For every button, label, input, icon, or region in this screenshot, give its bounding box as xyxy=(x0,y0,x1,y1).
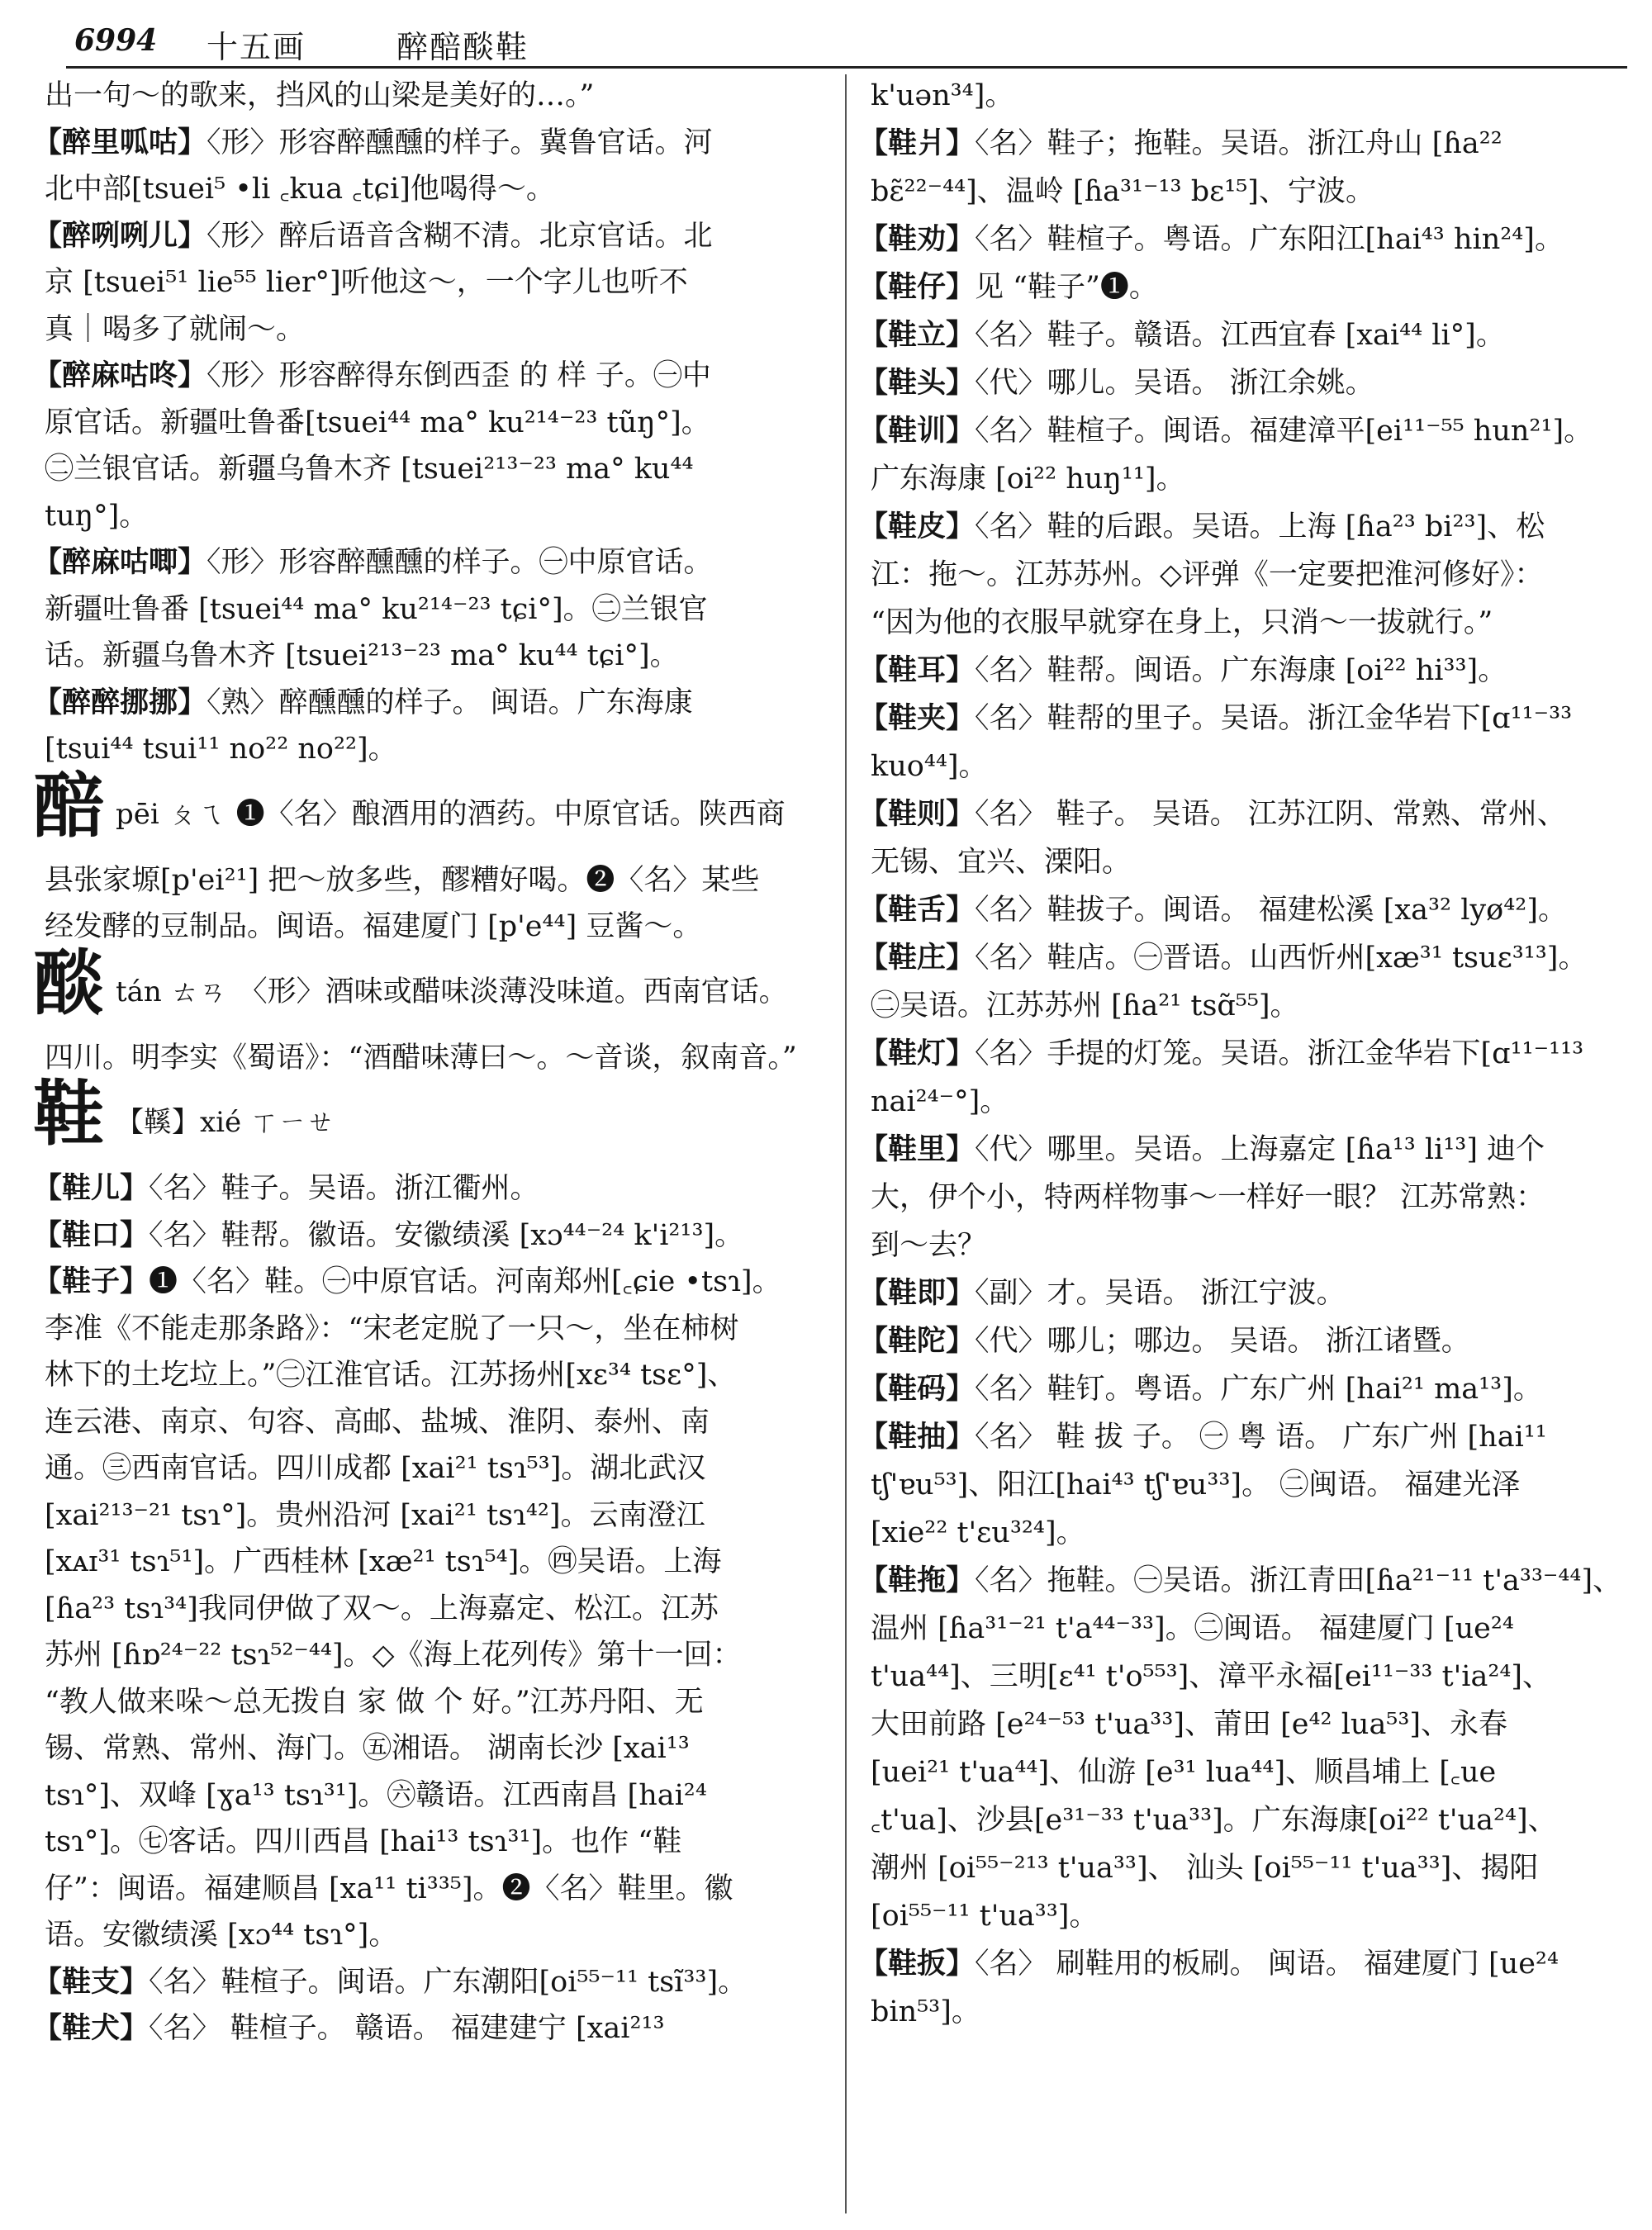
entry-text: 〈名〉鞋子。吴语。浙江衢州。 xyxy=(149,1172,539,1205)
entry-text: 〈名〉鞋楦子。闽语。广东潮阳[oi⁵⁵⁻¹¹ tsĩ³³]。 xyxy=(149,1965,748,1999)
column-divider xyxy=(845,74,847,2213)
entry-headword: 【鞋即】 xyxy=(859,1276,976,1310)
entry-headword: 【鞋陀】 xyxy=(859,1324,976,1358)
entry-text: bin⁵³]。 xyxy=(871,1995,980,2028)
continuation-line xyxy=(871,1799,1557,1842)
entry-text: t'ua⁴⁴]、三明[ɛ⁴¹ t'o⁵⁵³]、漳平永福[ei¹¹⁻³³ t'ia²⁴]、 xyxy=(871,1660,1552,1693)
entry-text: nai²⁴⁻°]。 xyxy=(871,1085,1009,1118)
entry-text: tsɿ°]、双峰 [ɣa¹³ tsɿ³¹]。㊅赣语。江西南昌 [hai²⁴ xyxy=(45,1778,707,1812)
entry-headword: 【醉里呱咕】 xyxy=(33,125,207,159)
entry-line xyxy=(859,410,1593,453)
entry-headword: 【鞋儿】 xyxy=(33,1171,150,1205)
continuation-line xyxy=(871,1176,1545,1219)
entry-line xyxy=(859,266,1158,309)
entry-line xyxy=(859,1128,1545,1171)
headword-definition: ❶〈名〉酿酒用的酒药。中原官话。陕西商 xyxy=(235,797,786,831)
continuation-line xyxy=(45,401,710,444)
continuation-line xyxy=(871,1895,1098,1938)
entry-text: 〈形〉形容醉醺醺的样子。冀鲁官话。河 xyxy=(206,126,713,159)
continuation-line xyxy=(871,1751,1496,1794)
entry-text: 江：拖～。江苏苏州。◇评弹《一定要把淮河修好》： xyxy=(871,558,1544,591)
entry-text: 〈名〉鞋帮。闽语。广东海康 [oi²² hi³³]。 xyxy=(975,654,1507,687)
entry-headword: 【鞋犬】 xyxy=(33,2011,150,2045)
continuation-line xyxy=(45,495,148,538)
entry-line xyxy=(859,937,1587,980)
entry-line xyxy=(33,541,713,584)
header-divider xyxy=(66,66,1627,69)
entry-line xyxy=(859,1943,1559,1986)
continuation-line xyxy=(45,1447,705,1490)
continuation-line xyxy=(871,1990,980,2033)
entry-line xyxy=(859,697,1572,740)
entry-text: 京 [tsuei⁵¹ lie⁵⁵ lier°]听他这～，一个字儿也听不 xyxy=(45,266,688,299)
headword-pronunciation: tán ㄊㄢ xyxy=(116,975,227,1008)
entry-text: 〈名〉鞋楦子。粤语。广东阳江[hai⁴³ hin²⁴]。 xyxy=(975,223,1564,256)
entry-line xyxy=(859,314,1505,357)
entry-text: 〈名〉拖鞋。㊀吴语。浙江青田[ɦa²¹⁻¹¹ t'a³³⁻⁴⁴]、 xyxy=(975,1564,1622,1597)
entry-line xyxy=(33,1260,781,1303)
entry-line xyxy=(33,1961,747,2004)
entry-text: 〈形〉醉后语音含糊不清。北京官话。北 xyxy=(206,219,713,253)
entry-headword: 【鞋训】 xyxy=(859,414,976,448)
entry-text: 大，伊个小，特两样物事～一样好一眼？ 江苏常熟： xyxy=(871,1181,1545,1214)
entry-text: 出一句～的歌来，挡风的山梁是美好的…。” xyxy=(45,79,595,112)
entry-text: 话。新疆乌鲁木齐 [tsuei²¹³⁻²³ ma° ku⁴⁴ tɕi°]。 xyxy=(45,639,679,672)
entry-text: [tsui⁴⁴ tsui¹¹ no²² no²²]。 xyxy=(45,733,397,766)
entry-text: 李准《不能走那条路》：“宋老定脱了一只～，坐在柿树 xyxy=(45,1312,739,1345)
entry-headword: 【鞋头】 xyxy=(859,366,976,400)
entry-headword: 【鞋皮】 xyxy=(859,510,976,543)
entry-line xyxy=(859,218,1564,261)
continuation-line xyxy=(45,308,305,351)
continuation-line xyxy=(45,1914,397,1957)
continuation-line xyxy=(871,1655,1551,1698)
entry-text: 〈名〉鞋的后跟。吴语。上海 [ɦa²³ bi²³]、松 xyxy=(975,510,1545,543)
entry-text: k'uən³⁴]。 xyxy=(871,79,1014,112)
continuation-line xyxy=(871,74,1014,117)
entry-line xyxy=(859,649,1507,692)
entry-text: 到～去？ xyxy=(871,1229,987,1262)
entry-text: 仔”：闽语。福建顺昌 [xa¹¹ ti³³⁵]。❷〈名〉鞋里。徽 xyxy=(45,1872,733,1905)
entry-text: 〈代〉哪里。吴语。上海嘉定 [ɦa¹³ li¹³] 迪个 xyxy=(975,1133,1545,1166)
continuation-line xyxy=(871,1464,1520,1506)
entry-headword: 【醉咧咧儿】 xyxy=(33,218,207,253)
entry-text: [uei²¹ t'ua⁴⁴]、仙游 [e³¹ lua⁴⁴]、顺昌埔上 [꜀ue xyxy=(871,1756,1497,1789)
headword-pronunciation: 【鞵】xié ㄒㄧㄝ xyxy=(116,1106,335,1139)
headword-char: 醅 xyxy=(33,763,104,847)
entry-text: ㊁吴语。江苏苏州 [ɦa²¹ tsɑ̃⁵⁵]。 xyxy=(871,989,1299,1022)
continuation-line xyxy=(45,1401,710,1444)
entry-text: 〈形〉形容醉得东倒西歪 的 样 子。㊀中 xyxy=(206,359,711,392)
continuation-line xyxy=(45,261,688,304)
entry-text: 苏州 [ɦɒ²⁴⁻²² tsɿ⁵²⁻⁴⁴]。◇《海上花列传》第十一回： xyxy=(45,1639,742,1672)
entry-line xyxy=(859,1368,1542,1411)
entry-headword: 【醉麻咕咚】 xyxy=(33,358,207,392)
entry-line xyxy=(33,681,693,724)
entry-headword: 【鞋子】 xyxy=(33,1264,150,1298)
entry-text: 无锡、宜兴、溧阳。 xyxy=(871,846,1132,879)
entry-text: 〈副〉才。吴语。 浙江宁波。 xyxy=(975,1277,1346,1310)
entry-text: 真｜喝多了就闹～。 xyxy=(45,312,306,346)
entry-text: 〈名〉鞋子；拖鞋。吴语。浙江舟山 [ɦa²² xyxy=(975,127,1502,160)
entry-line xyxy=(859,1272,1346,1315)
continuation-line xyxy=(45,859,759,902)
continuation-line xyxy=(871,1703,1507,1746)
continuation-line xyxy=(45,1727,690,1770)
continuation-line xyxy=(45,74,594,117)
entry-line xyxy=(33,354,711,397)
entry-headword: 【鞋口】 xyxy=(33,1217,150,1252)
entry-text: 〈形〉形容醉醺醺的样子。㊀中原官话。 xyxy=(206,546,713,579)
continuation-line xyxy=(871,170,1374,213)
entry-text: 〈名〉鞋楦子。闽语。福建漳平[ei¹¹⁻⁵⁵ hun²¹]。 xyxy=(975,415,1593,448)
entry-headword: 【鞋劝】 xyxy=(859,222,976,256)
entry-line xyxy=(859,362,1374,405)
continuation-line xyxy=(45,1307,738,1350)
entry-line xyxy=(859,505,1545,548)
entry-line xyxy=(33,2007,665,2050)
entry-line xyxy=(859,889,1567,932)
continuation-line xyxy=(45,168,555,211)
continuation-line xyxy=(45,588,708,631)
headword-pronunciation: pēi ㄆㄟ xyxy=(116,797,225,831)
entry-text: “因为他的衣服早就穿在身上，只消～一拔就行。” xyxy=(871,606,1493,639)
continuation-line xyxy=(45,1681,704,1724)
entry-text: 经发酵的豆制品。闽语。福建厦门 [p'e⁴⁴] 豆酱～。 xyxy=(45,910,702,943)
continuation-line xyxy=(871,745,988,788)
entry-headword: 【鞋码】 xyxy=(859,1372,976,1406)
entry-text: 〈代〉哪儿。吴语。 浙江余姚。 xyxy=(975,367,1374,400)
entry-text: 〈名〉 鞋楦子。 赣语。 福建建宁 [xai²¹³ xyxy=(149,2012,665,2045)
continuation-line xyxy=(45,448,694,491)
entry-line xyxy=(859,793,1566,836)
entry-text: 见 “鞋子”❶。 xyxy=(975,271,1158,304)
entry-text: 大田前路 [e²⁴⁻⁵³ t'ua³³]、莆田 [e⁴² lua⁵³]、永春 xyxy=(871,1708,1508,1741)
entry-text: 连云港、南京、句容、高邮、盐城、淮阴、泰州、南 xyxy=(45,1405,710,1439)
entry-headword: 【醉醉挪挪】 xyxy=(33,685,207,719)
entry-text: 〈名〉鞋店。㊀晋语。山西忻州[xæ³¹ tsuɛ³¹³]。 xyxy=(975,942,1588,975)
headword-definition: 〈形〉酒味或醋味淡薄没味道。西南官话。 xyxy=(238,975,788,1008)
entry-text: 〈名〉鞋帮。徽语。安徽绩溪 [xɔ⁴⁴⁻²⁴ k'i²¹³]。 xyxy=(149,1218,744,1252)
entry-text: 语。安徽绩溪 [xɔ⁴⁴ tsɿ°]。 xyxy=(45,1919,398,1952)
entry-headword: 【鞋灯】 xyxy=(859,1037,976,1070)
entry-headword: 【鞋拖】 xyxy=(859,1563,976,1597)
entry-text: 〈名〉手提的灯笼。吴语。浙江金华岩下[ɑ¹¹⁻¹¹³ xyxy=(975,1037,1584,1070)
entry-text: [xᴀɪ³¹ tsɿ⁵¹]。广西桂林 [xæ²¹ tsɿ⁵⁴]。㊃吴语。上海 xyxy=(45,1545,722,1578)
continuation-line xyxy=(871,1847,1538,1890)
entry-headword: 【鞋则】 xyxy=(859,797,976,831)
entry-line xyxy=(859,1416,1547,1459)
continuation-line xyxy=(871,601,1493,644)
entry-text: tʃ'ɐu⁵³]、阳江[hai⁴³ tʃ'ɐu³³]。 ㊁闽语。 福建光泽 xyxy=(871,1468,1521,1502)
continuation-line xyxy=(45,905,701,948)
entry-text: 〈名〉 鞋子。 吴语。 江苏江阴、常熟、常州、 xyxy=(975,798,1566,831)
continuation-line xyxy=(45,1587,719,1630)
continuation-line xyxy=(45,1354,736,1397)
entry-headword: 【鞋耳】 xyxy=(859,653,976,687)
entry-line xyxy=(859,1559,1621,1602)
entry-text: 新疆吐鲁番 [tsuei⁴⁴ ma° ku²¹⁴⁻²³ tɕi°]。㊁兰银官 xyxy=(45,592,708,626)
entry-line xyxy=(33,1167,539,1210)
headword-char: 鞋 xyxy=(33,1072,104,1155)
entry-text: 〈名〉鞋子。赣语。江西宜春 [xai⁴⁴ li°]。 xyxy=(975,319,1505,352)
continuation-line xyxy=(45,1867,733,1910)
entry-headword: 【鞋夹】 xyxy=(859,701,976,735)
entry-headword: 【鞋舌】 xyxy=(859,893,976,927)
entry-text: tsɿ°]。㊆客话。四川西昌 [hai¹³ tsɿ³¹]。也作 “鞋 xyxy=(45,1825,682,1858)
entry-headword: 【鞋支】 xyxy=(33,1964,150,1999)
entry-text: 〈名〉鞋钉。粤语。广东广州 [hai²¹ ma¹³]。 xyxy=(975,1373,1542,1406)
page-number: 6994 xyxy=(74,23,158,58)
entry-headword: 【醉麻咕唧】 xyxy=(33,545,207,579)
entry-text: 锡、常熟、常州、海门。㊄湘语。 湖南长沙 [xai¹³ xyxy=(45,1732,690,1765)
entry-line xyxy=(33,1214,743,1257)
headword-char: 醈 xyxy=(33,941,104,1025)
entry-text: bɛ̃²²⁻⁴⁴]、温岭 [ɦa³¹⁻¹³ bɛ¹⁵]、宁波。 xyxy=(871,175,1374,208)
entry-line xyxy=(859,1032,1583,1075)
continuation-line xyxy=(871,458,1185,501)
continuation-line xyxy=(45,1494,705,1537)
entry-text: 〈名〉鞋拔子。闽语。 福建松溪 [xa³² lyø⁴²]。 xyxy=(975,894,1567,927)
continuation-line xyxy=(871,1080,1009,1123)
entry-headword: 【鞋扳】 xyxy=(859,1947,976,1981)
continuation-line xyxy=(45,1774,707,1817)
entry-text: tuŋ°]。 xyxy=(45,499,149,533)
entry-text: 潮州 [oi⁵⁵⁻²¹³ t'ua³³]、 汕头 [oi⁵⁵⁻¹¹ t'ua³³]、揭阳 xyxy=(871,1852,1539,1885)
entry-headword: 【鞋爿】 xyxy=(859,126,976,160)
entry-text: 〈熟〉醉醺醺的样子。 闽语。广东海康 xyxy=(206,686,693,719)
entry-text: [xie²² t'ɛu³²⁴]。 xyxy=(871,1516,1085,1549)
continuation-line xyxy=(871,1511,1085,1554)
continuation-line xyxy=(45,634,679,677)
entry-text: 广东海康 [oi²² huŋ¹¹]。 xyxy=(871,463,1185,496)
entry-text: 县张家塬[p'ei²¹] 把～放多些，醪糟好喝。❷〈名〉某些 xyxy=(45,863,760,897)
entry-text: [xai²¹³⁻²¹ tsɿ°]。贵州沿河 [xai²¹ tsɿ⁴²]。云南澄江 xyxy=(45,1498,705,1532)
entry-text: 〈名〉鞋帮的里子。吴语。浙江金华岩下[ɑ¹¹⁻³³ xyxy=(975,702,1573,735)
entry-text: 原官话。新疆吐鲁番[tsuei⁴⁴ ma° ku²¹⁴⁻²³ tũŋ°]。 xyxy=(45,406,710,439)
entry-text: [ɦa²³ tsɿ³⁴]我同伊做了双～。上海嘉定、松江。江苏 xyxy=(45,1592,719,1625)
entry-headword: 【鞋仔】 xyxy=(859,270,976,304)
entry-text: kuo⁴⁴]。 xyxy=(871,750,988,783)
entry-text: 〈名〉 鞋 拔 子。 ㊀ 粤 语。 广东广州 [hai¹¹ xyxy=(975,1421,1547,1454)
entry-text: [oi⁵⁵⁻¹¹ t'ua³³]。 xyxy=(871,1900,1099,1933)
header-entry-range: 醉醅醈鞋 xyxy=(396,29,529,65)
entry-text: ꜀t'ua]、沙县[e³¹⁻³³ t'ua³³]。广东海康[oi²² t'ua²⁴]、 xyxy=(871,1804,1557,1837)
page-header xyxy=(74,18,1627,68)
entry-text: 北中部[tsuei⁵ •li ꜀kua ꜀tɕi]他喝得～。 xyxy=(45,173,555,206)
entry-line xyxy=(33,215,713,258)
entry-headword: 【鞋立】 xyxy=(859,318,976,352)
entry-headword: 【鞋抽】 xyxy=(859,1420,976,1454)
continuation-line xyxy=(871,985,1299,1027)
chapter-title: 十五画 xyxy=(206,29,306,65)
entry-text: 通。㊂西南官话。四川成都 [xai²¹ tsɿ⁵³]。湖北武汉 xyxy=(45,1452,706,1485)
entry-text: ㊁兰银官话。新疆乌鲁木齐 [tsuei²¹³⁻²³ ma° ku⁴⁴ xyxy=(45,453,694,486)
continuation-line xyxy=(871,1224,986,1267)
entry-headword: 【鞋里】 xyxy=(859,1132,976,1166)
entry-line xyxy=(859,122,1502,165)
continuation-line xyxy=(45,1540,721,1583)
entry-text: 温州 [ɦa³¹⁻²¹ t'a⁴⁴⁻³³]。㊁闽语。 福建厦门 [ue²⁴ xyxy=(871,1612,1514,1645)
entry-text: 四川。明李实《蜀语》：“酒醋味薄曰～。～音谈，叙南音。” xyxy=(45,1041,797,1075)
continuation-line xyxy=(871,841,1131,884)
entry-text: 〈代〉哪儿；哪边。 吴语。 浙江诸暨。 xyxy=(975,1325,1470,1358)
entry-text: 林下的土圪垃上。”㊁江淮官话。江苏扬州[xɛ³⁴ tsɛ°]、 xyxy=(45,1359,737,1392)
continuation-line xyxy=(45,1820,681,1863)
continuation-line xyxy=(871,1607,1514,1650)
entry-line xyxy=(33,121,713,164)
continuation-line xyxy=(45,1634,742,1677)
continuation-line xyxy=(45,1037,797,1079)
entry-text: ❶〈名〉鞋。㊀中原官话。河南郑州[꜀ɕie •tsɿ]。 xyxy=(149,1265,781,1298)
entry-text: “教人做来哚～总无拨自 家 做 个 好。”江苏丹阳、无 xyxy=(45,1685,704,1719)
entry-line xyxy=(859,1320,1470,1363)
continuation-line xyxy=(871,553,1543,596)
entry-headword: 【鞋庄】 xyxy=(859,941,976,975)
entry-text: 〈名〉 刷鞋用的板刷。 闽语。 福建厦门 [ue²⁴ xyxy=(975,1948,1559,1981)
